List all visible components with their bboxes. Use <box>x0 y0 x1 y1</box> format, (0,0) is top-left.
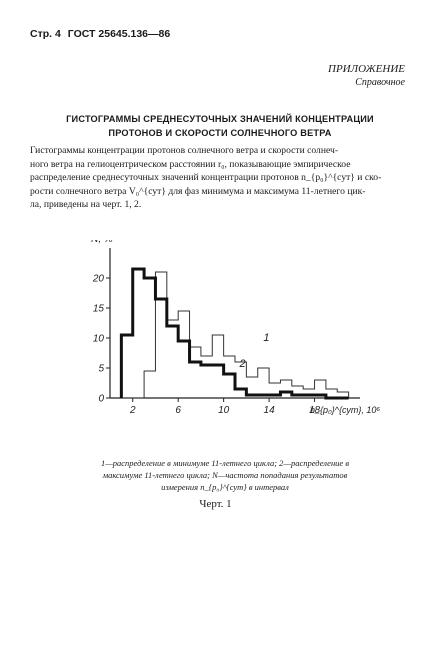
bin-1-4 <box>167 320 178 398</box>
bin-2-9 <box>224 374 235 398</box>
bin-2-4 <box>167 326 178 398</box>
bin-1-5 <box>178 311 189 398</box>
histogram-chart <box>80 240 380 445</box>
x-axis-label: n_{p₀}^{сут}, 10⁶ <box>309 405 380 415</box>
body-line-4: рости солнечного ветра V₀^{сут} для фаз минимума и максимума 11-летнего цик- <box>30 185 366 197</box>
section-title <box>30 112 410 140</box>
bin-1-2 <box>144 371 155 398</box>
y-tick-label: 20 <box>92 273 104 285</box>
series-label-1: 1 <box>263 332 270 344</box>
bin-1-3 <box>155 272 166 398</box>
caption-line-2: максимуме 11-летнего цикла; N—частота попадания результатов <box>102 470 348 480</box>
y-tick-label: 5 <box>98 363 104 375</box>
y-tick-label: 10 <box>92 333 104 345</box>
bin-1-7 <box>201 356 212 398</box>
standard-number: ГОСТ 25645.136—86 <box>67 28 171 40</box>
appendix-block <box>328 62 405 90</box>
bin-2-6 <box>190 362 201 398</box>
body-paragraph <box>30 144 406 212</box>
x-tick-label: 14 <box>263 405 275 416</box>
body-line-3: распределение среднесуточных значений концентрации протонов n_{p₀}^{сут} и ско- <box>30 172 382 183</box>
y-axis-label <box>91 240 113 245</box>
bin-1-9 <box>224 356 235 398</box>
page-header <box>30 28 170 40</box>
bin-1-6 <box>190 347 201 398</box>
bin-2-5 <box>178 341 189 398</box>
chart-bars <box>121 269 348 398</box>
caption-line-3: измерения n_{p₀}^{сут} в интервал <box>161 482 289 492</box>
body-line-5: ла, приведены на черт. 1, 2. <box>30 199 142 210</box>
x-tick-label: 18 <box>308 405 321 416</box>
bin-2-0 <box>121 335 132 398</box>
caption-line-1: 1—распределение в минимуме 11-летнего цикла; 2—распределение в <box>100 458 350 468</box>
appendix-subtitle: Справочное <box>355 77 405 88</box>
body-line-2: ного ветра на гелиоцентрическом расстоянии r₀, показывающие эмпирическое <box>30 158 351 170</box>
x-tick-label: 2 <box>129 405 136 416</box>
bin-2-8 <box>212 365 223 398</box>
appendix-title: ПРИЛОЖЕНИЕ <box>328 63 405 75</box>
section-title-line-2: ПРОТОНОВ И СКОРОСТИ СОЛНЕЧНОГО ВЕТРА <box>108 128 332 138</box>
histogram-svg <box>80 240 380 440</box>
section-title-line-1: ГИСТОГРАММЫ СРЕДНЕСУТОЧНЫХ ЗНАЧЕНИЙ КОНЦЕНТРАЦИИ <box>66 114 374 124</box>
x-tick-label: 10 <box>218 405 230 416</box>
figure-label: Черт. 1 <box>199 498 232 510</box>
body-line-1: Гистограммы концентрации протонов солнечного ветра и скорости солнеч- <box>30 145 339 156</box>
series-label-2: 2 <box>239 357 246 370</box>
bin-1-14 <box>280 380 291 398</box>
bin-2-1 <box>133 269 144 398</box>
y-tick-label: 15 <box>92 303 104 315</box>
x-tick-label: 6 <box>175 405 181 416</box>
page-number: Стр. 4 <box>30 28 61 40</box>
bin-2-7 <box>201 365 212 398</box>
bin-2-3 <box>155 299 166 398</box>
y-tick-label: 0 <box>98 393 104 405</box>
bin-2-2 <box>144 278 155 398</box>
figure-caption <box>40 457 410 493</box>
